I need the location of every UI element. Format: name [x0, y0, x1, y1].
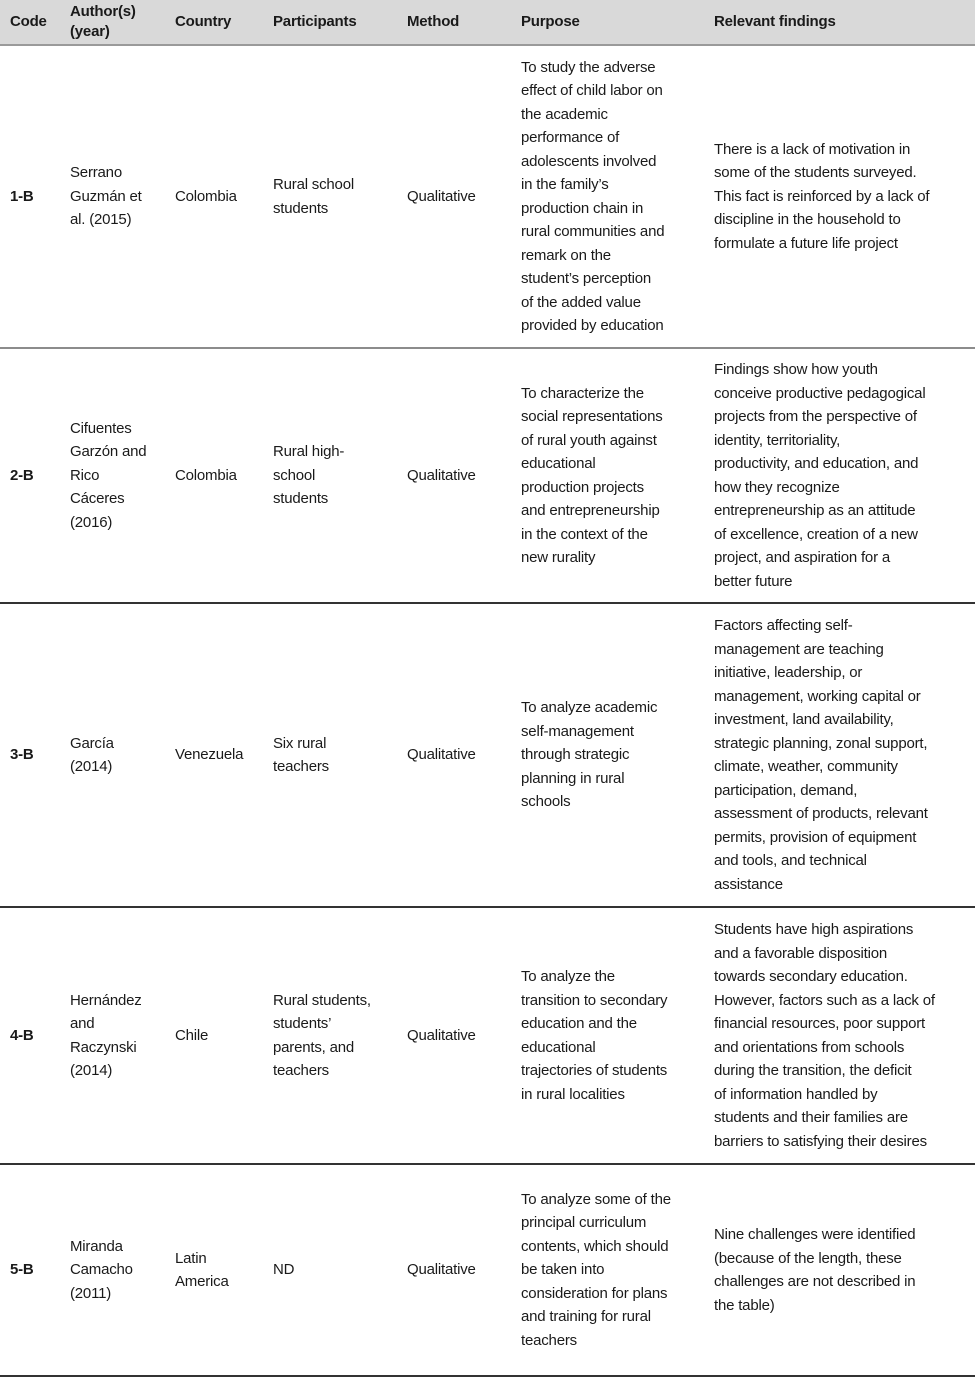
- cell-method: Qualitative: [407, 187, 476, 205]
- cell-author: García (2014): [70, 734, 114, 775]
- table-row: [0, 907, 975, 1164]
- table-row: [0, 348, 975, 603]
- cell-purpose: To characterize the social representations of rural youth against educational production projects and entrepreneurship in the context of the new rurality: [521, 384, 663, 566]
- cell-participants: Rural students, students’ parents, and teachers: [273, 991, 371, 1079]
- cell-country: Colombia: [175, 466, 237, 484]
- cell-findings: Nine challenges were identified (because of the length, these challenges are not described in the table): [714, 1226, 916, 1314]
- cell-participants: Rural high- school students: [273, 443, 345, 508]
- cell-author: Cifuentes Garzón and Rico Cáceres (2016): [70, 419, 147, 531]
- cell-code: 4-B: [10, 1026, 34, 1044]
- cell-findings: There is a lack of motivation in some of the students surveyed. This fact is reinforced by a lack of discipline in the household to formulate a future life project: [714, 140, 930, 252]
- cell-author: Miranda Camacho (2011): [70, 1237, 133, 1302]
- cell-author: Serrano Guzmán et al. (2015): [70, 164, 142, 229]
- cell-country: Colombia: [175, 187, 237, 205]
- cell-purpose: To analyze the transition to secondary education and the educational trajectories of students in rural localities: [521, 968, 668, 1103]
- cell-participants: Rural school students: [273, 176, 354, 217]
- table-row: [0, 1164, 975, 1376]
- cell-purpose: To analyze academic self-management through strategic planning in rural schools: [521, 699, 658, 811]
- cell-participants: ND: [273, 1261, 295, 1279]
- cell-method: Qualitative: [407, 746, 476, 764]
- cell-purpose: To study the adverse effect of child labor on the academic performance of adolescents involved in the family’s production chain in rural communities and remark on the student’s perception of the added value provided by education: [521, 58, 665, 334]
- header-findings: Relevant findings: [714, 0, 975, 45]
- cell-findings: Findings show how youth conceive productive pedagogical projects from the perspective of identity, territoriality, productivity, and education, and how they recognize entrepreneurship as an attitude of excellence, creation of a new project, and aspiration for a better future: [714, 361, 926, 590]
- cell-code: 5-B: [10, 1261, 34, 1279]
- table-row: [0, 45, 975, 348]
- table-row: [0, 603, 975, 907]
- header-author: Author(s) (year): [70, 0, 175, 45]
- cell-method: Qualitative: [407, 466, 476, 484]
- cell-purpose: To analyze some of the principal curriculum contents, which should be taken into consideration for plans and training for rural teachers: [521, 1190, 671, 1349]
- header-code: Code: [0, 0, 70, 45]
- header-method: Method: [407, 0, 521, 45]
- header-participants: Participants: [273, 0, 407, 45]
- cell-method: Qualitative: [407, 1261, 476, 1279]
- header-purpose: Purpose: [521, 0, 714, 45]
- cell-code: 1-B: [10, 187, 34, 205]
- cell-code: 3-B: [10, 746, 34, 764]
- cell-findings: Factors affecting self- management are teaching initiative, leadership, or management, working capital or investment, land availability, strategic planning, zonal support, climate, weather, community participation, demand, assessment of products, relevant permits, provision of equipment and tools, and technical assistance: [714, 617, 928, 893]
- cell-country: Latin America: [175, 1249, 229, 1290]
- cell-findings: Students have high aspirations and a favorable disposition towards secondary education. However, factors such as a lack of financial resources, poor support and orientations from schools during the transition, the deficit of information handled by students and their families are barriers to satisfying their desires: [714, 921, 935, 1150]
- cell-participants: Six rural teachers: [273, 734, 329, 775]
- cell-author: Hernández and Raczynski (2014): [70, 991, 142, 1079]
- cell-country: Chile: [175, 1026, 209, 1044]
- cell-country: Venezuela: [175, 746, 244, 764]
- header-country: Country: [175, 0, 273, 45]
- cell-code: 2-B: [10, 466, 34, 484]
- cell-method: Qualitative: [407, 1026, 476, 1044]
- header-row: [0, 0, 975, 45]
